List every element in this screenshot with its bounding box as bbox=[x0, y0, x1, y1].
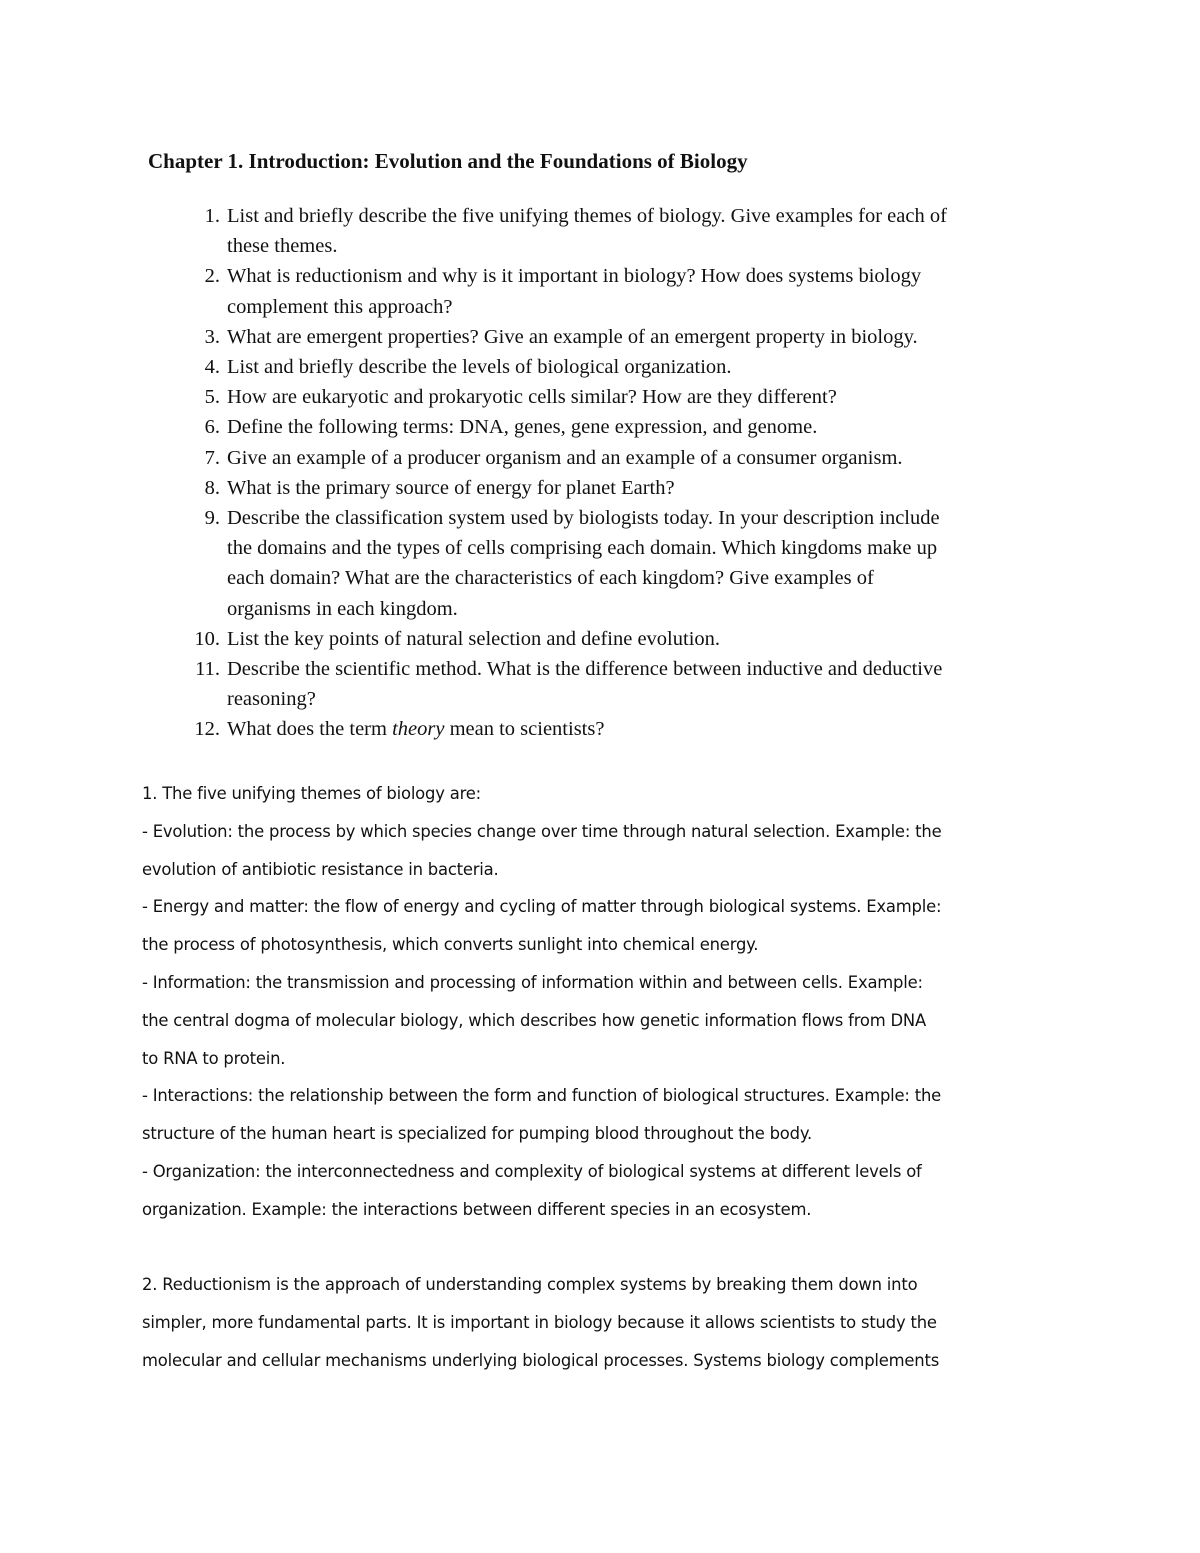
question-number: 5. bbox=[204, 386, 220, 409]
answer-line: the process of photosynthesis, which converts sunlight into chemical energy. bbox=[142, 935, 759, 955]
question-line: Describe the scientific method. What is the difference between inductive and deductive bbox=[227, 658, 943, 681]
question-text bbox=[227, 201, 1068, 261]
question-number: 6. bbox=[204, 416, 220, 439]
answer-line: the central dogma of molecular biology, which describes how genetic information flows from DNA bbox=[142, 1010, 926, 1030]
answer-line: 2. Reductionism is the approach of understanding complex systems by breaking them down into bbox=[142, 1275, 918, 1295]
question-line: What is the primary source of energy for planet Earth? bbox=[227, 476, 675, 499]
question-line: What is reductionism and why is it important in biology? How does systems biology bbox=[227, 265, 922, 288]
question-list bbox=[188, 201, 1068, 745]
emphasized-term: theory bbox=[392, 718, 445, 741]
question-number: 11. bbox=[195, 658, 220, 681]
question-line: List the key points of natural selection and define evolution. bbox=[227, 627, 721, 650]
question-text bbox=[227, 382, 1068, 412]
question-line: How are eukaryotic and prokaryotic cells similar? How are they different? bbox=[227, 386, 837, 409]
question-line: List and briefly describe the five unifying themes of biology. Give examples for each of bbox=[227, 205, 947, 227]
question-line: Give an example of a producer organism and an example of a consumer organism. bbox=[227, 446, 903, 469]
chapter-title: Chapter 1. Introduction: Evolution and the Foundations of Biology bbox=[148, 149, 748, 173]
question-line: List and briefly describe the levels of biological organization. bbox=[227, 356, 732, 379]
question-line: complement this approach? bbox=[227, 295, 453, 318]
answer-line: structure of the human heart is specialized for pumping blood throughout the body. bbox=[142, 1124, 813, 1144]
question-line: the domains and the types of cells comprising each domain. Which kingdoms make up bbox=[227, 537, 938, 560]
question-number: 7. bbox=[204, 446, 220, 469]
question-item bbox=[188, 201, 1068, 261]
question-text bbox=[227, 714, 1068, 744]
question-number: 4. bbox=[204, 356, 220, 379]
question-number: 3. bbox=[204, 325, 220, 348]
question-line: these themes. bbox=[227, 235, 338, 258]
answer-line: - Organization: the interconnectedness and complexity of biological systems at different levels of bbox=[142, 1161, 922, 1181]
answer-line: simpler, more fundamental parts. It is important in biology because it allows scientists to study the bbox=[142, 1313, 937, 1333]
question-text bbox=[227, 352, 1068, 382]
question-number: 8. bbox=[204, 476, 220, 499]
question-line: reasoning? bbox=[227, 688, 316, 711]
question-text-before: What does the term bbox=[227, 718, 393, 741]
question-line: What are emergent properties? Give an example of an emergent property in biology. bbox=[227, 325, 918, 348]
question-text bbox=[227, 261, 1068, 321]
question-line: Define the following terms: DNA, genes, gene expression, and genome. bbox=[227, 416, 818, 439]
answer-line: evolution of antibiotic resistance in bacteria. bbox=[142, 859, 499, 879]
answer-line: molecular and cellular mechanisms underlying biological processes. Systems biology complements bbox=[142, 1350, 940, 1370]
answer-section bbox=[142, 775, 1067, 1380]
question-item bbox=[188, 352, 1068, 382]
question-item bbox=[188, 503, 1068, 624]
question-number: 9. bbox=[204, 507, 220, 530]
question-item bbox=[188, 654, 1068, 714]
question-item bbox=[188, 412, 1068, 442]
question-number: 12. bbox=[194, 718, 220, 741]
question-item bbox=[188, 714, 1068, 744]
question-item bbox=[188, 624, 1068, 654]
question-text bbox=[227, 624, 1068, 654]
question-text bbox=[227, 322, 1068, 352]
answer-line: to RNA to protein. bbox=[142, 1048, 286, 1068]
question-item bbox=[188, 322, 1068, 352]
answer-line: organization. Example: the interactions between different species in an ecosystem. bbox=[142, 1199, 812, 1219]
answer-line: - Energy and matter: the flow of energy and cycling of matter through biological systems. Example: bbox=[142, 897, 942, 917]
answer-line: 1. The five unifying themes of biology are: bbox=[142, 784, 481, 803]
answer-line: - Information: the transmission and processing of information within and between cells. Example: bbox=[142, 972, 923, 992]
answer-line: - Evolution: the process by which species change over time through natural selection. Example: the bbox=[142, 821, 942, 841]
question-number: 2. bbox=[204, 265, 220, 288]
question-number: 10. bbox=[194, 627, 220, 650]
question-text-after: mean to scientists? bbox=[444, 718, 605, 741]
question-line: organisms in each kingdom. bbox=[227, 597, 458, 620]
answer-line: - Interactions: the relationship between the form and function of biological structures. Example: the bbox=[142, 1086, 942, 1106]
question-line: each domain? What are the characteristics of each kingdom? Give examples of bbox=[227, 567, 874, 590]
question-text bbox=[227, 654, 1068, 714]
question-item bbox=[188, 473, 1068, 503]
paragraph-gap bbox=[142, 1229, 1067, 1267]
question-number: 1. bbox=[204, 205, 220, 227]
question-line: Describe the classification system used by biologists today. In your description include bbox=[227, 507, 940, 530]
question-text bbox=[227, 412, 1068, 442]
question-item bbox=[188, 443, 1068, 473]
question-text bbox=[227, 503, 1068, 624]
question-text bbox=[227, 473, 1068, 503]
question-item bbox=[188, 382, 1068, 412]
question-item bbox=[188, 261, 1068, 321]
question-text bbox=[227, 443, 1068, 473]
